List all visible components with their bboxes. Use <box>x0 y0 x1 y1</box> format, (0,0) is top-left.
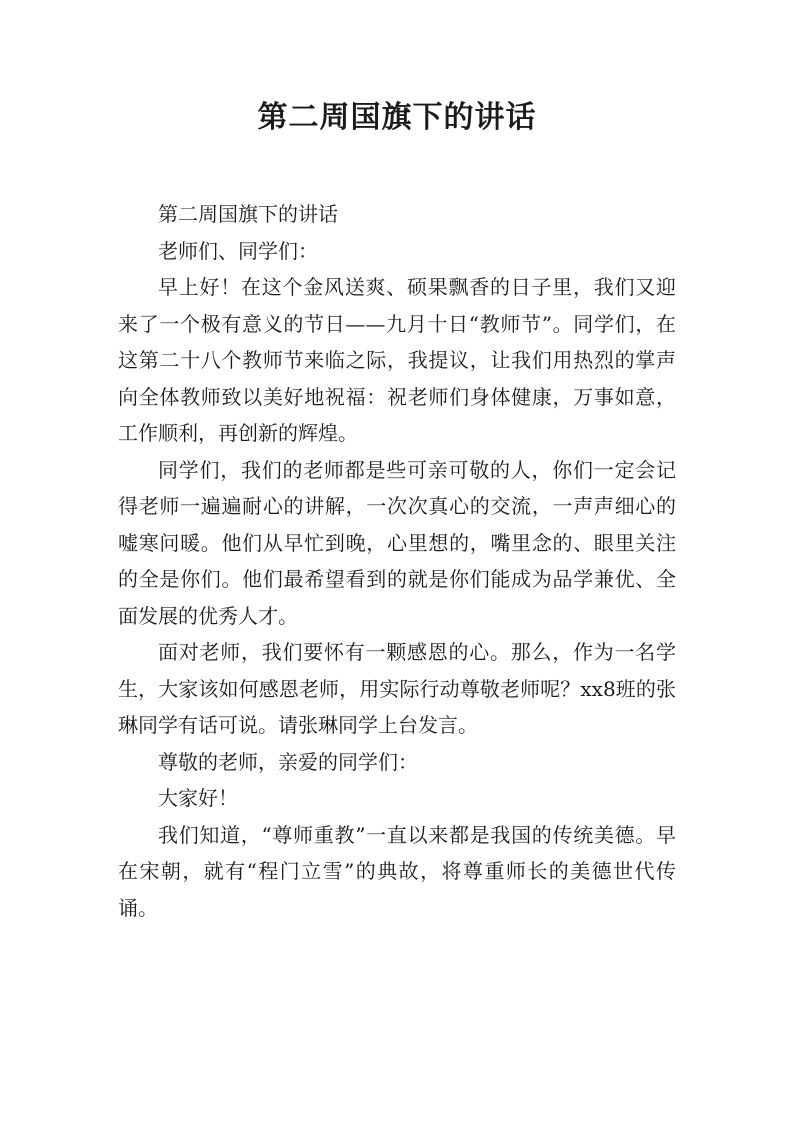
paragraph-heading: 第二周国旗下的讲话 <box>158 202 338 226</box>
paragraph-salutation: 老师们、同学们： <box>158 238 318 263</box>
paragraph-tradition: 我们知道，“尊师重教”一直以来都是我国的传统美德。早在宋朝，就有“程门立雪”的典故，将尊重师长的美德世代传诵。 <box>118 822 676 920</box>
paragraph-speech-salutation: 尊敬的老师，亲爱的同学们： <box>158 749 418 774</box>
document-title: 第二周国旗下的讲话 <box>257 100 537 135</box>
paragraph-speech-greeting: 大家好！ <box>158 786 238 810</box>
paragraph-gratitude: 面对老师，我们要怀有一颗感恩的心。那么，作为一名学生，大家该如何感恩老师，用实际行动尊敬老师呢？xx8班的张琳同学有话可说。请张琳同学上台发言。 <box>118 640 676 737</box>
paragraph-greeting: 早上好！在这个金风送爽、硕果飘香的日子里，我们又迎来了一个极有意义的节日——九月十日“教师节”。同学们，在这第二十八个教师节来临之际，我提议，让我们用热烈的掌声向全体教师致以美好地祝福：祝老师们身体健康，万事如意，工作顺利，再创新的辉煌。 <box>118 275 676 445</box>
paragraph-teachers: 同学们，我们的老师都是些可亲可敬的人，你们一定会记得老师一遍遍耐心的讲解，一次次真心的交流，一声声细心的嘘寒问暖。他们从早忙到晚，心里想的，嘴里念的、眼里关注的全是你们。他们最希望看到的就是你们能成为品学兼优、全面发展的优秀人才。 <box>118 457 676 628</box>
document-body <box>118 196 676 926</box>
